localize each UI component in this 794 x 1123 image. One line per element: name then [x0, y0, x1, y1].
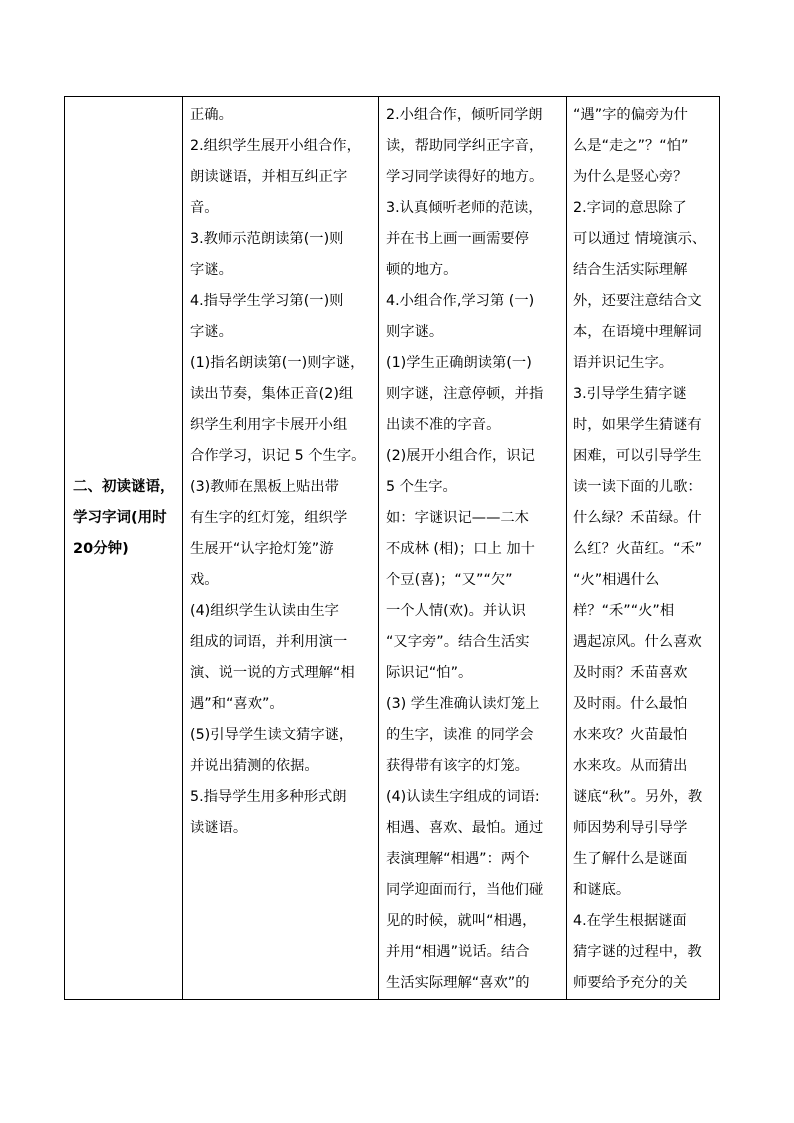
student-text-line: (4)认读生字组成的词语: — [386, 789, 540, 805]
teacher-text-line: 生展开“认字抢灯笼”游 — [190, 541, 334, 557]
student-text-line: (2)展开小组合作，识记 — [386, 448, 535, 464]
teacher-text-line: 戏。 — [190, 572, 219, 588]
notes-text-line: 结合生活实际理解 — [573, 262, 688, 278]
notes-text-line: 语并识记生字。 — [573, 355, 674, 371]
teacher-text-line: 4.指导学生学习第(一)则 — [190, 293, 344, 309]
teacher-text-line: 读谜语。 — [190, 820, 248, 836]
student-text-line: 5 个生字。 — [386, 479, 457, 495]
student-text-line: 读，帮助同学纠正字音， — [386, 138, 544, 154]
teacher-text-line: 朗读谜语，并相互纠正字 — [190, 169, 348, 185]
stage-title — [73, 472, 179, 565]
notes-text-line: 水来攻？火苗最怕 — [573, 727, 688, 743]
student-activity-column — [379, 97, 567, 999]
student-text-line: 的生字，读准 的同学会 — [386, 727, 534, 743]
notes-text-line: 什么绿？禾苗绿。什 — [573, 510, 702, 526]
student-text-line: 一个人情(欢)。并认识 — [386, 603, 526, 619]
teacher-text-line: 合作学习，识记 5 个生字。 — [190, 448, 366, 464]
notes-text-line: 么是“走之”？“怕” — [573, 138, 689, 154]
notes-text-line: 困难，可以引导学生 — [573, 448, 702, 464]
teacher-text-line: (3)教师在黑板上贴出带 — [190, 479, 339, 495]
notes-text-line: 及时雨。什么最怕 — [573, 696, 688, 712]
notes-text-line: 3.引导学生猜字谜 — [573, 386, 687, 402]
teacher-text-line: 遇”和“喜欢”。 — [190, 696, 284, 712]
notes-text-line: 2.字词的意思除了 — [573, 200, 687, 216]
design-notes-text — [567, 97, 720, 999]
teacher-text-line: 字谜。 — [190, 262, 233, 278]
student-text-line: 不成林 (相)；口上 加十 — [386, 541, 535, 557]
teacher-text-line: (1)指名朗读第(一)则字谜， — [190, 355, 365, 371]
teacher-activity-text — [183, 97, 378, 844]
stage-title-line: 二、初读谜语， — [73, 479, 175, 495]
notes-text-line: 可以通过 情境演示、 — [573, 231, 707, 247]
teacher-text-line: 音。 — [190, 200, 219, 216]
student-text-line: 见的时候，就叫“相遇， — [386, 913, 537, 929]
notes-text-line: 及时雨？禾苗喜欢 — [573, 665, 688, 681]
student-text-line: 表演理解“相遇”：两个 — [386, 851, 530, 867]
notes-text-line: 4.在学生根据谜面 — [573, 913, 687, 929]
student-text-line: “又字旁”。结合生活实 — [386, 634, 530, 650]
teacher-text-line: 读出节奏，集体正音(2)组 — [190, 386, 354, 402]
notes-text-line: “遇”字的偏旁为什 — [573, 107, 688, 123]
teacher-text-line: 组成的词语，并利用演一 — [190, 634, 348, 650]
design-notes-column — [567, 97, 720, 999]
student-text-line: 并在书上画一画需要停 — [386, 231, 529, 247]
student-text-line: (3) 学生准确认读灯笼上 — [386, 696, 540, 712]
student-text-line: 并用“相遇”说话。结合 — [386, 944, 530, 960]
notes-text-line: “火”相遇什么 — [573, 572, 660, 588]
student-text-line: 3.认真倾听老师的范读， — [386, 200, 543, 216]
notes-text-line: 水来攻。从而猜出 — [573, 758, 688, 774]
teacher-text-line: 2.组织学生展开小组合作， — [190, 138, 361, 154]
notes-text-line: 生了解什么是谜面 — [573, 851, 688, 867]
notes-text-line: 为什么是竖心旁？ — [573, 169, 688, 185]
student-text-line: 如：字谜识记——二木 — [386, 510, 529, 526]
teacher-text-line: (4)组织学生认读由生字 — [190, 603, 339, 619]
notes-text-line: 本，在语境中理解词 — [573, 324, 702, 340]
notes-text-line: 时，如果学生猜谜有 — [573, 417, 702, 433]
teacher-text-line: 演、说一说的方式理解“相 — [190, 665, 355, 681]
student-text-line: 获得带有该字的灯笼。 — [386, 758, 529, 774]
student-text-line: 则字谜，注意停顿，并指 — [386, 386, 544, 402]
notes-text-line: 遇起凉风。什么喜欢 — [573, 634, 702, 650]
notes-text-line: 师要给予充分的关 — [573, 975, 688, 991]
stage-title-line: 20分钟) — [73, 541, 129, 557]
student-text-line: 相遇、喜欢、最怕。通过 — [386, 820, 544, 836]
teacher-text-line: 5.指导学生用多种形式朗 — [190, 789, 347, 805]
student-text-line: (1)学生正确朗读第(一) — [386, 355, 532, 371]
student-text-line: 同学迎面而行，当他们碰 — [386, 882, 544, 898]
student-text-line: 个豆(喜)；“又”“欠” — [386, 572, 513, 588]
teacher-text-line: (5)引导学生读文猜字谜， — [190, 727, 354, 743]
notes-text-line: 读一读下面的儿歌： — [573, 479, 702, 495]
notes-text-line: 么红？火苗红。“禾” — [573, 541, 703, 557]
stage-column — [65, 97, 183, 999]
notes-text-line: 猜字谜的过程中，教 — [573, 944, 702, 960]
notes-text-line: 和谜底。 — [573, 882, 631, 898]
student-text-line: 学习同学读得好的地方。 — [386, 169, 544, 185]
notes-text-line: 外，还要注意结合文 — [573, 293, 702, 309]
lesson-plan-table — [64, 96, 720, 1000]
teacher-activity-column — [183, 97, 379, 999]
teacher-text-line: 正确。 — [190, 107, 233, 123]
notes-text-line: 谜底“秋”。另外，教 — [573, 789, 703, 805]
notes-text-line: 样？“禾”“火”相 — [573, 603, 675, 619]
teacher-text-line: 织学生利用字卡展开小组 — [190, 417, 348, 433]
student-text-line: 出读不准的字音。 — [386, 417, 501, 433]
student-text-line: 则字谜。 — [386, 324, 444, 340]
student-text-line: 2.小组合作，倾听同学朗 — [386, 107, 543, 123]
student-text-line: 际识记“怕”。 — [386, 665, 473, 681]
notes-text-line: 师因势利导引导学 — [573, 820, 688, 836]
teacher-text-line: 字谜。 — [190, 324, 233, 340]
teacher-text-line: 有生字的红灯笼，组织学 — [190, 510, 348, 526]
student-text-line: 4.小组合作,学习第 (一) — [386, 293, 535, 309]
student-text-line: 顿的地方。 — [386, 262, 458, 278]
student-activity-text — [379, 97, 566, 999]
teacher-text-line: 3.教师示范朗读第(一)则 — [190, 231, 344, 247]
stage-title-line: 学习字词(用时 — [73, 510, 167, 526]
student-text-line: 生活实际理解“喜欢”的 — [386, 975, 530, 991]
teacher-text-line: 并说出猜测的依据。 — [190, 758, 319, 774]
